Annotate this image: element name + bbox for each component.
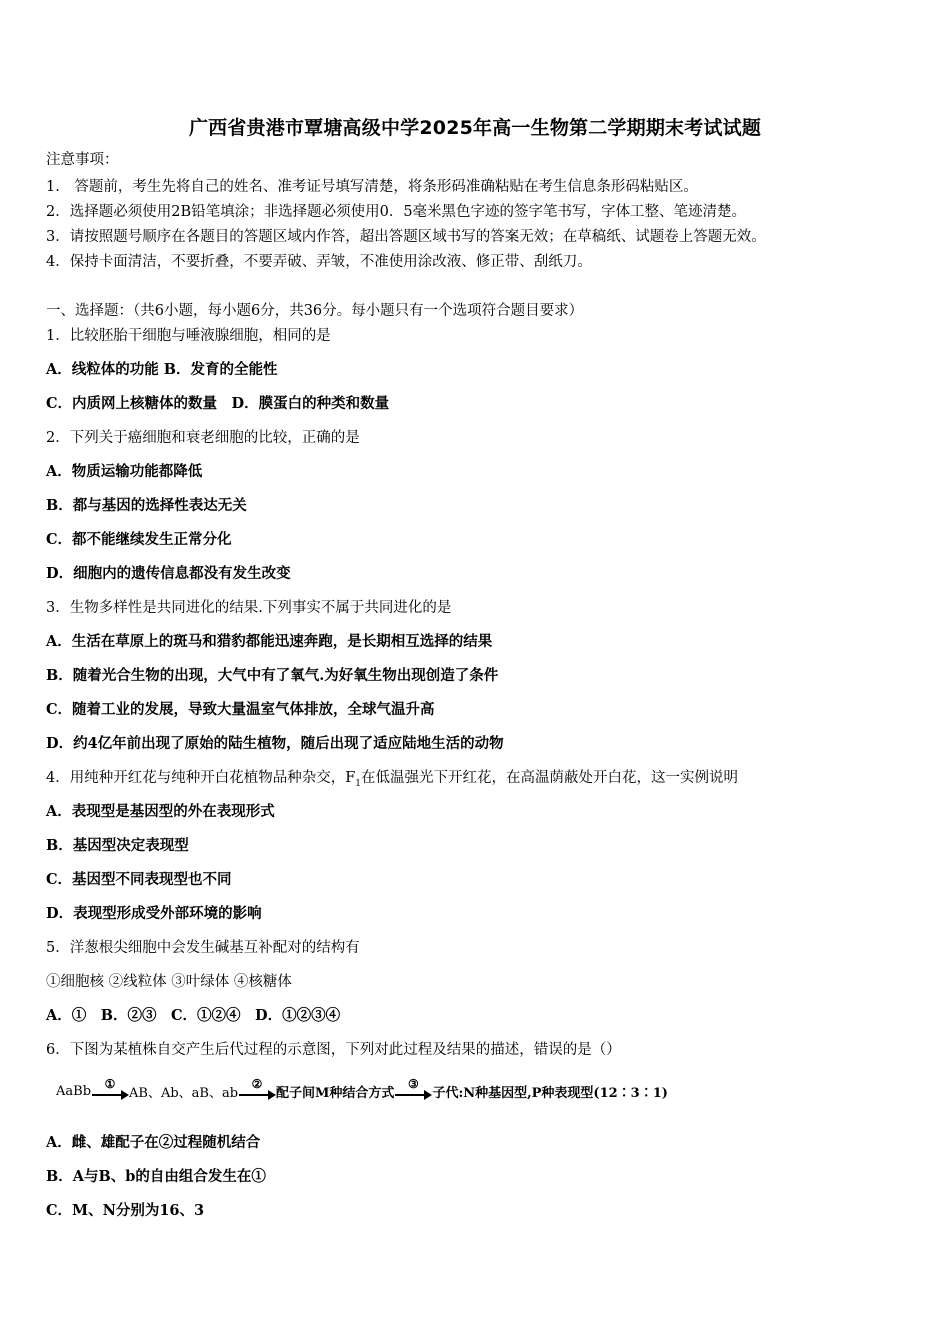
notice-heading: 注意事项： <box>46 152 119 168</box>
question-2-option-b: B．都与基因的选择性表达无关 <box>46 497 247 514</box>
question-2-stem: 2．下列关于癌细胞和衰老细胞的比较，正确的是 <box>46 430 360 446</box>
question-5-stem: 5．洋葱根尖细胞中会发生碱基互补配对的结构有 <box>46 940 360 956</box>
question-5-options: A．① B．②③ C．①②④ D．①②③④ <box>46 1007 341 1024</box>
question-1-options-ab: A．线粒体的功能 B．发育的全能性 <box>46 361 278 378</box>
question-3-option-c: C．随着工业的发展，导致大量温室气体排放，全球气温升高 <box>46 701 435 718</box>
question-3-option-d: D．约4亿年前出现了原始的陆生植物，随后出现了适应陆地生活的动物 <box>46 735 504 752</box>
diagram-step-2-label: ② <box>251 1077 263 1091</box>
notice-item-1: 1. 答题前，考生先将自己的姓名、准考证号填写清楚，将条形码准确粘贴在考生信息条形码粘贴区。 <box>46 179 698 195</box>
question-4-stem-pre: 4．用纯种开红花与纯种开白花植物品种杂交，F <box>46 770 356 786</box>
diagram-parent-genotype: AaBb <box>56 1083 92 1099</box>
question-3-option-b: B．随着光合生物的出现，大气中有了氧气.为好氧生物出现创造了条件 <box>46 667 499 684</box>
question-6-option-b: B．A与B、b的自由组合发生在① <box>46 1168 266 1185</box>
diagram-step-1-label: ① <box>104 1077 116 1091</box>
exam-title: 广西省贵港市覃塘高级中学2025年高一生物第二学期期末考试试题 <box>188 117 762 139</box>
question-4-option-b: B．基因型决定表现型 <box>46 837 189 854</box>
question-6-stem: 6．下图为某植株自交产生后代过程的示意图，下列对此过程及结果的描述，错误的是（） <box>46 1042 621 1058</box>
question-2-option-d: D．细胞内的遗传信息都没有发生改变 <box>46 565 291 582</box>
question-4-stem-post: 在低温强光下开红花，在高温荫蔽处开白花，这一实例说明 <box>361 770 739 786</box>
question-4-stem <box>46 768 738 794</box>
question-2-option-c: C．都不能继续发生正常分化 <box>46 531 232 548</box>
notice-item-2: 2．选择题必须使用2B铅笔填涂；非选择题必须使用0．5毫米黑色字迹的签字笔书写，字体工整、笔迹清楚。 <box>46 204 747 220</box>
question-1-stem: 1．比较胚胎干细胞与唾液腺细胞，相同的是 <box>46 328 331 344</box>
question-4-option-c: C．基因型不同表现型也不同 <box>46 871 232 888</box>
diagram-fertilization: 配子间M种结合方式 <box>276 1085 395 1101</box>
section-heading: 一、选择题：（共6小题，每小题6分，共36分。每小题只有一个选项符合题目要求） <box>46 303 584 319</box>
question-4-subscript: 1 <box>355 778 362 789</box>
question-1-options-cd: C．内质网上核糖体的数量 D．膜蛋白的种类和数量 <box>46 395 390 412</box>
question-3-option-a: A．生活在草原上的斑马和猎豹都能迅速奔跑，是长期相互选择的结果 <box>46 633 493 650</box>
question-4-option-a: A．表现型是基因型的外在表现形式 <box>46 803 275 820</box>
question-3-stem: 3．生物多样性是共同进化的结果.下列事实不属于共同进化的是 <box>46 600 452 616</box>
diagram-arrow-1 <box>92 1079 128 1103</box>
question-5-structures: ①细胞核 ②线粒体 ③叶绿体 ④核糖体 <box>46 974 292 990</box>
question-6-process-diagram <box>56 1076 668 1106</box>
question-4-option-d: D．表现型形成受外部环境的影响 <box>46 905 262 922</box>
diagram-gametes: AB、Ab、aB、ab <box>129 1085 239 1101</box>
diagram-arrow-2 <box>239 1079 275 1103</box>
question-2-option-a: A．物质运输功能都降低 <box>46 463 203 480</box>
question-6-option-c: C．M、N分别为16、3 <box>46 1202 205 1219</box>
question-6-option-a: A．雌、雄配子在②过程随机结合 <box>46 1134 261 1151</box>
diagram-step-3-label: ③ <box>408 1077 419 1091</box>
notice-item-3: 3．请按照题号顺序在各题目的答题区域内作答，超出答题区域书写的答案无效；在草稿纸、试题卷上答题无效。 <box>46 229 766 245</box>
diagram-arrow-3 <box>395 1079 431 1103</box>
notice-item-4: 4．保持卡面清洁，不要折叠，不要弄破、弄皱，不准使用涂改液、修正带、刮纸刀。 <box>46 254 592 270</box>
diagram-offspring: 子代:N种基因型,P种表现型(12∶3∶1) <box>432 1085 668 1101</box>
